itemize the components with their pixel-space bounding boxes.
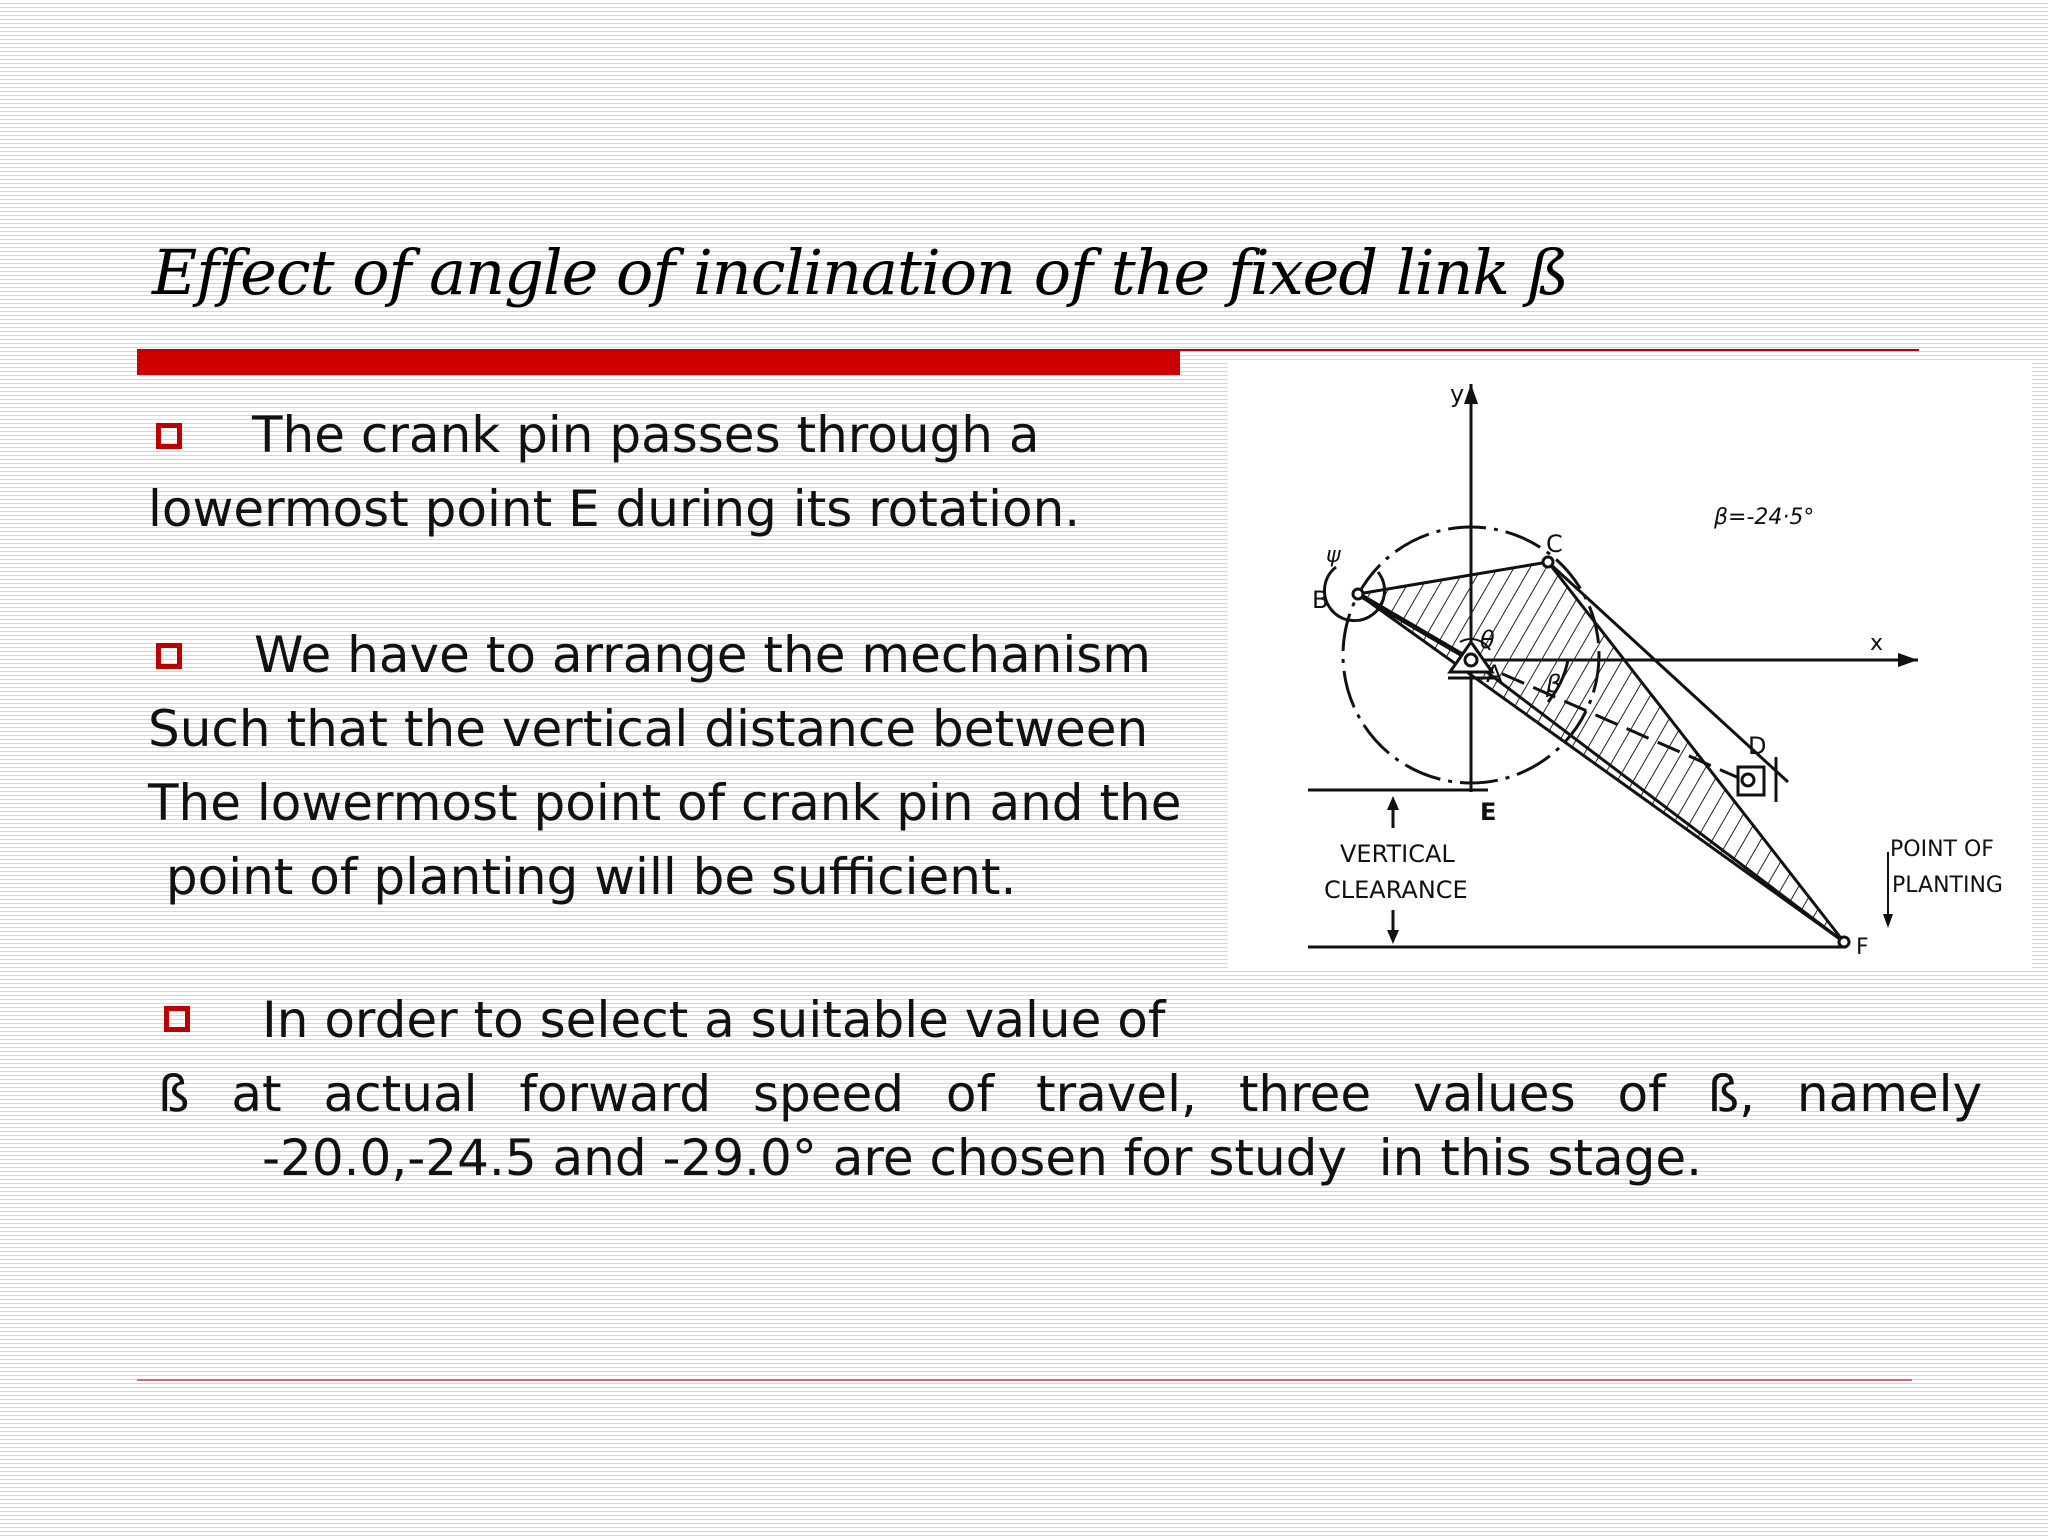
bullet-1-line-1: The crank pin passes through a bbox=[252, 406, 1040, 464]
planting-arrowhead bbox=[1883, 914, 1893, 928]
label-point-of: POINT OF bbox=[1890, 837, 1994, 862]
bullet-2-marker bbox=[156, 643, 182, 669]
bullet-3-line-1: In order to select a suitable value of bbox=[262, 991, 1166, 1049]
bullet-1-marker bbox=[156, 423, 182, 449]
clearance-arrowhead-bottom bbox=[1387, 930, 1399, 944]
x-axis-arrow bbox=[1898, 653, 1918, 667]
clearance-arrowhead-top bbox=[1387, 796, 1399, 810]
footer-rule bbox=[137, 1379, 1912, 1381]
label-theta: θ bbox=[1480, 626, 1495, 654]
bullet-2-line-1: We have to arrange the mechanism bbox=[254, 626, 1151, 684]
label-x: x bbox=[1870, 631, 1884, 656]
label-beta-value: β=-24·5° bbox=[1714, 505, 1815, 530]
mechanism-svg bbox=[1228, 362, 2032, 968]
label-vertical: VERTICAL bbox=[1340, 840, 1455, 868]
joint-a bbox=[1465, 654, 1477, 666]
label-y: y bbox=[1450, 380, 1465, 408]
mechanism-diagram bbox=[1228, 362, 2032, 968]
joint-b bbox=[1353, 589, 1363, 599]
bullet-3-marker bbox=[164, 1006, 190, 1032]
y-axis-arrow bbox=[1464, 384, 1478, 404]
label-d: D bbox=[1748, 732, 1767, 760]
bullet-2-line-4: point of planting will be sufficient. bbox=[150, 848, 1017, 906]
label-a: A bbox=[1486, 660, 1503, 688]
bullet-2-line-2: Such that the vertical distance between bbox=[148, 700, 1149, 758]
label-e: E bbox=[1480, 798, 1497, 826]
joint-c bbox=[1543, 557, 1553, 567]
bullet-1-line-2: lowermost point E during its rotation. bbox=[148, 480, 1081, 538]
title-underline-bar bbox=[137, 351, 1180, 375]
bullet-2-line-3: The lowermost point of crank pin and the bbox=[148, 774, 1182, 832]
bullet-3-line-3: -20.0,-24.5 and -29.0° are chosen for study in this stage. bbox=[262, 1129, 1703, 1187]
label-c: C bbox=[1546, 530, 1563, 558]
joint-d bbox=[1742, 774, 1754, 786]
label-psi: ψ bbox=[1326, 543, 1341, 568]
label-f: F bbox=[1856, 935, 1869, 960]
bullet-3-line-2-wrap bbox=[158, 1064, 1983, 1124]
label-b: B bbox=[1312, 586, 1329, 614]
slide-title: Effect of angle of inclination of the fixed link ß bbox=[152, 236, 1569, 309]
label-planting: PLANTING bbox=[1892, 873, 2003, 898]
bullet-3-line-2: ß at actual forward speed of travel, three values of ß, namely bbox=[158, 1065, 1983, 1123]
label-beta: β bbox=[1546, 670, 1562, 698]
label-clearance: CLEARANCE bbox=[1324, 876, 1468, 904]
